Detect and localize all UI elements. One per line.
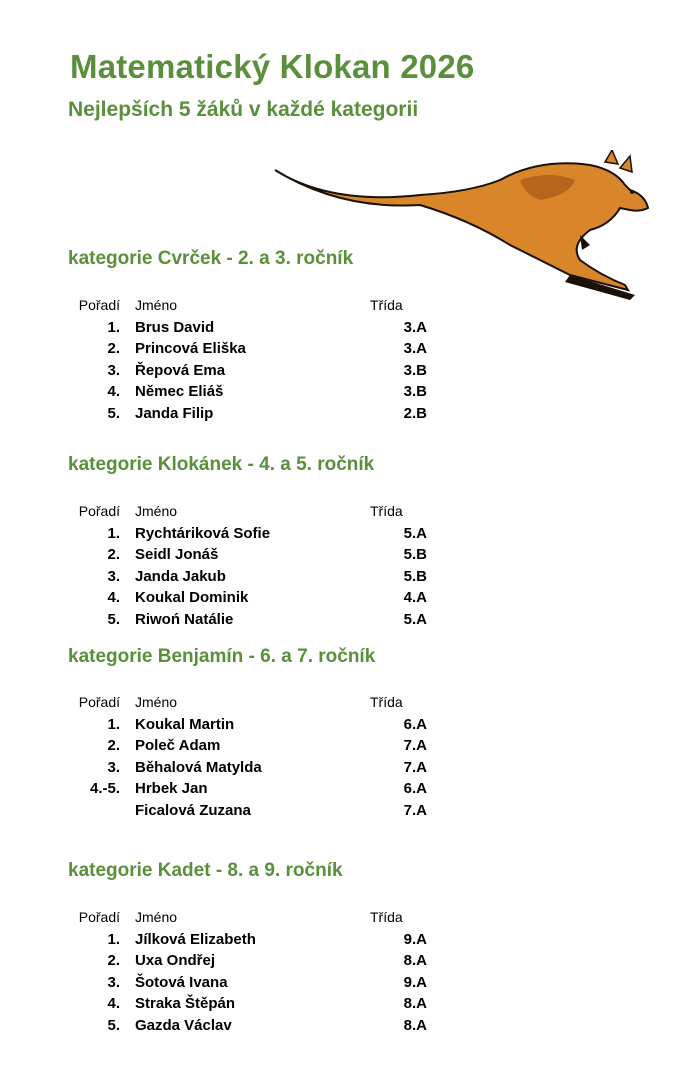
- rank: 4.: [107, 589, 120, 607]
- student-name: Šotová Ivana: [135, 973, 228, 991]
- header-name: Jméno: [135, 297, 178, 313]
- table-row: [0, 319, 700, 341]
- header-rank: Pořadí: [78, 909, 120, 925]
- table-row: [0, 525, 700, 547]
- header-rank: Pořadí: [78, 694, 120, 710]
- category-title: kategorie Cvrček - 2. a 3. ročník: [68, 248, 354, 269]
- class: 5.B: [403, 567, 427, 585]
- header-rank: Pořadí: [78, 503, 120, 519]
- header-class: Třída: [370, 909, 403, 925]
- table-row: [0, 802, 700, 824]
- header-name: Jméno: [135, 694, 178, 710]
- rank: 2.: [107, 952, 120, 970]
- rank: 5.: [107, 404, 120, 422]
- rank: 1.: [107, 930, 120, 948]
- page-subtitle: Nejlepších 5 žáků v každé kategorii: [68, 98, 419, 121]
- rank: 1.: [107, 715, 120, 733]
- category-title: kategorie Kadet - 8. a 9. ročník: [68, 860, 343, 881]
- table-row: [0, 737, 700, 759]
- table-row: [0, 362, 700, 384]
- class: 9.A: [403, 973, 427, 991]
- table-row: [0, 1017, 700, 1039]
- table-row: [0, 568, 700, 590]
- student-name: Koukal Dominik: [135, 589, 249, 607]
- header-class: Třída: [370, 694, 403, 710]
- student-name: Němec Eliáš: [135, 383, 224, 401]
- class: 3.A: [403, 340, 427, 358]
- student-name: Ficalová Zuzana: [135, 801, 251, 819]
- student-name: Rychtáriková Sofie: [135, 524, 271, 542]
- class: 3.A: [403, 318, 427, 336]
- rank: 2.: [107, 546, 120, 564]
- class: 4.A: [403, 589, 427, 607]
- class: 2.B: [403, 404, 427, 422]
- class: 5.A: [403, 610, 427, 628]
- table-row: [0, 931, 700, 953]
- class: 7.A: [403, 737, 427, 755]
- rank: 5.: [107, 1016, 120, 1034]
- table-row: [0, 611, 700, 633]
- student-name: Seidl Jonáš: [135, 546, 219, 564]
- table-row: [0, 383, 700, 405]
- student-name: Uxa Ondřej: [135, 952, 216, 970]
- student-name: Běhalová Matylda: [135, 758, 262, 776]
- rank: 1.: [107, 524, 120, 542]
- results-table: [0, 909, 700, 1039]
- student-name: Straka Štěpán: [135, 995, 236, 1013]
- student-name: Janda Jakub: [135, 567, 226, 585]
- student-name: Řepová Ema: [135, 361, 226, 379]
- table-header: [0, 503, 700, 525]
- header-class: Třída: [370, 503, 403, 519]
- header-rank: Pořadí: [78, 297, 120, 313]
- category-title: kategorie Klokánek - 4. a 5. ročník: [68, 454, 375, 475]
- student-name: Janda Filip: [135, 404, 214, 422]
- rank: 4.-5.: [89, 780, 120, 798]
- class: 5.A: [403, 524, 427, 542]
- table-header: [0, 694, 700, 716]
- table-row: [0, 716, 700, 738]
- rank: 4.: [107, 383, 120, 401]
- rank: 3.: [107, 758, 120, 776]
- table-header: [0, 909, 700, 931]
- table-row: [0, 405, 700, 427]
- student-name: Hrbek Jan: [135, 780, 208, 798]
- class: 7.A: [403, 801, 427, 819]
- rank: 5.: [107, 610, 120, 628]
- results-table: [0, 694, 700, 824]
- class: 3.B: [403, 361, 427, 379]
- category-title: kategorie Benjamín - 6. a 7. ročník: [68, 646, 376, 667]
- class: 8.A: [403, 1016, 427, 1034]
- student-name: Koukal Martin: [135, 715, 235, 733]
- table-row: [0, 995, 700, 1017]
- class: 8.A: [403, 995, 427, 1013]
- results-table: [0, 297, 700, 427]
- rank: 3.: [107, 567, 120, 585]
- kangaroo-illustration: [270, 150, 660, 305]
- results-table: [0, 503, 700, 633]
- student-name: Princová Eliška: [135, 340, 246, 358]
- class: 9.A: [403, 930, 427, 948]
- rank: 3.: [107, 973, 120, 991]
- table-row: [0, 780, 700, 802]
- rank: 1.: [107, 318, 120, 336]
- table-row: [0, 546, 700, 568]
- class: 6.A: [403, 780, 427, 798]
- table-row: [0, 952, 700, 974]
- student-name: Riwoń Natálie: [135, 610, 234, 628]
- class: 5.B: [403, 546, 427, 564]
- table-row: [0, 589, 700, 611]
- student-name: Jílková Elizabeth: [135, 930, 256, 948]
- header-name: Jméno: [135, 503, 178, 519]
- rank: 2.: [107, 737, 120, 755]
- header-class: Třída: [370, 297, 403, 313]
- class: 8.A: [403, 952, 427, 970]
- student-name: Brus David: [135, 318, 215, 336]
- table-row: [0, 974, 700, 996]
- table-header: [0, 297, 700, 319]
- rank: 3.: [107, 361, 120, 379]
- table-row: [0, 759, 700, 781]
- page-title: Matematický Klokan 2026: [70, 48, 475, 85]
- rank: 2.: [107, 340, 120, 358]
- table-row: [0, 340, 700, 362]
- rank: 4.: [107, 995, 120, 1013]
- class: 3.B: [403, 383, 427, 401]
- header-name: Jméno: [135, 909, 178, 925]
- student-name: Gazda Václav: [135, 1016, 232, 1034]
- class: 7.A: [403, 758, 427, 776]
- class: 6.A: [403, 715, 427, 733]
- student-name: Poleč Adam: [135, 737, 221, 755]
